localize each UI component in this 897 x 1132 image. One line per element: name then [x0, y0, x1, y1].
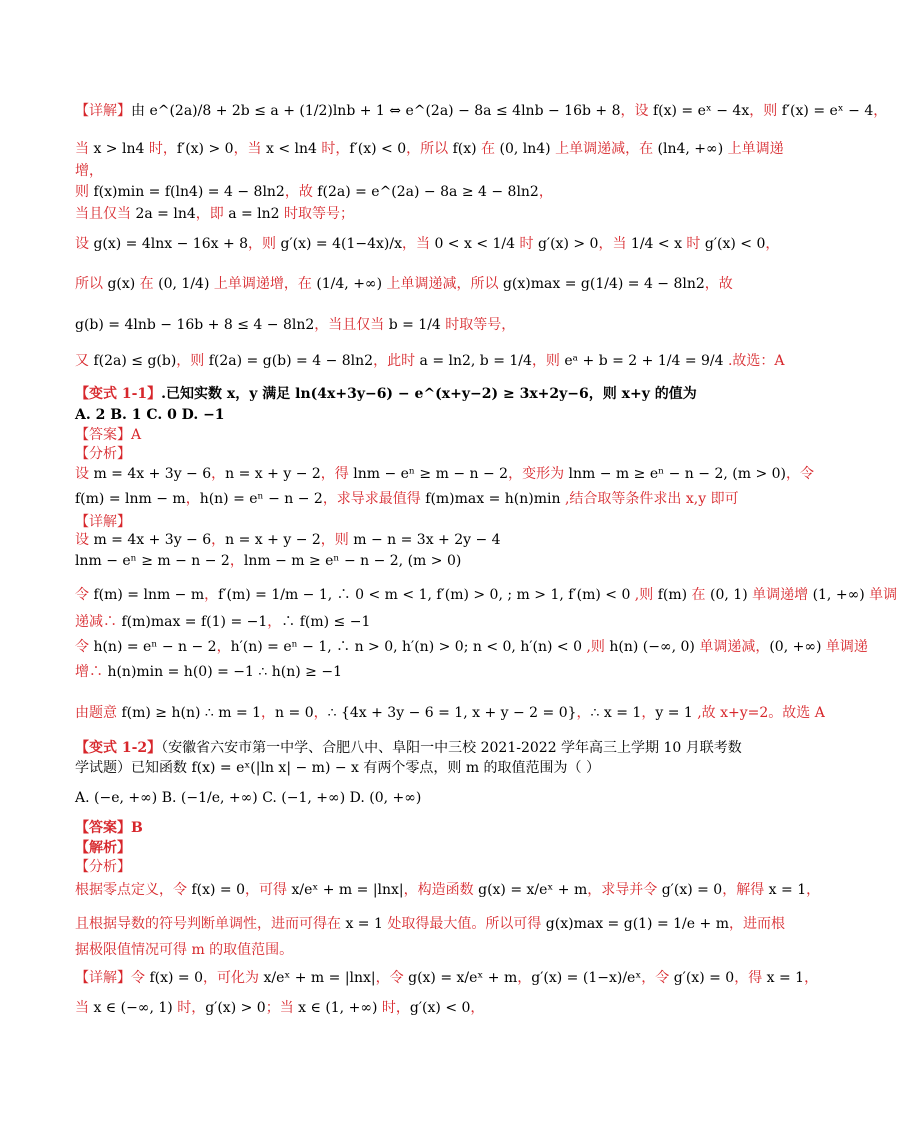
text-segment: A. (−e, +∞) B. (−1/e, +∞) C. (−1, +∞) D. (0, +∞) [75, 790, 422, 806]
text-segment: ， [804, 970, 819, 986]
text-segment: ，令 [786, 466, 815, 482]
text-segment: lnm − m ≥ eⁿ − n − 2, (m > 0) [243, 553, 462, 569]
text-segment: 上单调递减，在 [550, 141, 658, 157]
text-segment: 设 [75, 236, 94, 252]
text-segment: ，故 [284, 184, 318, 200]
text-segment: h′(n) = eⁿ − 1, ∴ n > 0, h′(n) > 0; n < 0, h′(n) < 0 [230, 639, 582, 655]
text-segment: 由题意 [75, 705, 122, 721]
text-segment: f(2a) = g(b) = 4 − 8ln2 [208, 353, 374, 369]
text-line-l13 [75, 443, 735, 465]
text-segment: g′(x) = 4(1−4x)/x [280, 236, 402, 252]
text-segment: ，令 [641, 970, 674, 986]
text-segment: x < ln4 [266, 141, 317, 157]
text-line-l8 [75, 314, 735, 336]
text-segment: ，当 [401, 236, 435, 252]
text-segment: x/eˣ + m = |lnx| [263, 970, 376, 986]
text-segment: （安徽省六安市第一中学、合肥八中、阜阳一中三校 2021-2022 学年高三上学期 10 月联考数 [161, 740, 742, 756]
text-segment: f(m) ≥ h(n) ∴ m = 1 [121, 705, 262, 721]
text-segment: 【答案】A [75, 427, 142, 443]
text-line-l23 [75, 702, 825, 724]
text-segment: 在 [135, 276, 159, 292]
text-segment: ，可得 [245, 882, 292, 898]
text-segment: (1, +∞) [812, 587, 865, 603]
text-segment: 时， [144, 141, 177, 157]
text-segment: ，所以 [406, 141, 453, 157]
text-segment: g′(x) > 0 [205, 1000, 266, 1016]
text-segment: g(x) = x/eˣ + m [478, 882, 588, 898]
text-segment: f(m) [657, 587, 688, 603]
text-segment: n = x + y − 2 [225, 466, 321, 482]
text-segment: f′(x) < 0 [349, 141, 407, 157]
text-segment: 【解析】 [75, 840, 131, 856]
text-segment: ，求导求最值得 [322, 491, 426, 507]
text-segment: ，则 [531, 353, 565, 369]
text-segment: ， [185, 491, 200, 507]
text-segment: ， [211, 466, 226, 482]
text-segment: 在 [476, 141, 500, 157]
text-segment: x = 1 [345, 916, 383, 932]
text-segment: y = 1 [655, 705, 693, 721]
text-segment: ， [313, 705, 328, 721]
text-segment: 【变式 1-2】 [75, 740, 162, 756]
text-segment: lnm − m ≥ eⁿ − n − 2, (m > 0) [568, 466, 787, 482]
text-segment: ，进而根 [728, 916, 785, 932]
text-segment: ， [229, 553, 244, 569]
text-segment: h(n) (−∞, 0) [609, 639, 695, 655]
text-segment: g(x) = 4lnx − 16x + 8 [93, 236, 249, 252]
text-segment: x = 1 [768, 882, 807, 898]
text-segment: h(n) = eⁿ − n − 2 [199, 491, 323, 507]
text-segment: ， [204, 587, 219, 603]
text-segment: 单调 [864, 587, 897, 603]
text-segment: ， [576, 705, 591, 721]
text-line-l6 [75, 233, 780, 255]
text-segment: h(n)min = h(0) = −1 [107, 664, 254, 680]
text-line-l2 [75, 138, 784, 160]
text-segment: ,结合取等条件求出 x,y 即可 [560, 491, 739, 507]
text-line-l26 [75, 787, 735, 809]
text-segment: 【分析】 [75, 446, 131, 462]
text-segment: 【详解】 [75, 514, 131, 530]
text-segment: ∴ f(m) ≤ −1 [281, 614, 371, 630]
text-segment: 设 [75, 466, 94, 482]
text-segment: lnm − eⁿ ≥ m − n − 2 [353, 466, 509, 482]
text-segment: 令 [75, 639, 94, 655]
text-segment: m − n = 3x + 2y − 4 [353, 532, 501, 548]
text-segment: ， [261, 705, 276, 721]
text-line-l19 [75, 584, 897, 606]
text-segment: ， [765, 236, 780, 252]
text-line-l1 [75, 100, 888, 122]
text-segment: 时取等号； [279, 206, 355, 222]
text-segment: x/eˣ + m = |lnx| [291, 882, 404, 898]
text-segment: f′(x) = eˣ − 4 [781, 103, 874, 119]
text-segment: x ∈ (−∞, 1) [93, 1000, 173, 1016]
text-segment: 在 [687, 587, 711, 603]
text-segment: 单调递增 [747, 587, 813, 603]
text-line-l3 [75, 160, 735, 182]
text-segment: b = 1/4 [388, 317, 441, 333]
text-segment: ,则 [630, 587, 658, 603]
text-segment: 增， [75, 163, 103, 179]
text-segment: 增∴ [75, 664, 108, 680]
text-segment: x > ln4 [93, 141, 145, 157]
text-line-l22 [75, 661, 735, 683]
text-line-l33 [75, 967, 819, 989]
text-segment: g(b) = 4lnb − 16b + 8 ≤ 4 − 8ln2 [75, 317, 315, 333]
text-segment: n = 0 [275, 705, 314, 721]
text-segment: 当 [75, 141, 94, 157]
text-line-l15 [75, 488, 739, 510]
text-segment: ；当 [265, 1000, 299, 1016]
text-segment: (0, +∞) [769, 639, 822, 655]
text-segment: ，设 [620, 103, 653, 119]
text-segment: ， [641, 705, 656, 721]
text-segment: ， [211, 532, 226, 548]
text-line-l30 [75, 879, 821, 901]
text-segment: ∴ {4x + 3y − 6 = 1, x + y − 2 = 0} [327, 705, 577, 721]
text-segment: x = 1 [766, 970, 805, 986]
text-segment: f(m) = lnm − m [93, 587, 205, 603]
text-line-l17 [75, 529, 735, 551]
text-line-l27 [75, 817, 735, 839]
text-segment: ∴ h(n) ≥ −1 [253, 664, 342, 680]
text-segment: 单调递减， [694, 639, 770, 655]
text-segment: 时取等号， [440, 317, 516, 333]
text-segment: ， [267, 614, 282, 630]
text-segment: 且根据导数的符号判断单调性，进而可得在 [75, 916, 346, 932]
text-segment: 当且仅当 [75, 206, 136, 222]
text-segment: g′(x) < 0 [409, 1000, 471, 1016]
text-segment: 单调递 [821, 639, 868, 655]
text-segment: 由 e^(2a)/8 + 2b ≤ a + (1/2)lnb + 1 ⇔ e^(2a) − 8a ≤ 4lnb − 16b + 8 [131, 103, 621, 119]
text-segment: f(m)max = h(n)min [425, 491, 561, 507]
text-segment: f(m) = lnm − m [75, 491, 186, 507]
text-segment: lnm − eⁿ ≥ m − n − 2 [75, 553, 230, 569]
text-segment: g(x) = x/eˣ + m [408, 970, 518, 986]
text-segment: ，变形为 [508, 466, 569, 482]
text-segment: (1/4, +∞) [316, 276, 383, 292]
text-segment: ， [470, 1000, 485, 1016]
text-segment: 【变式 1-1】 [75, 386, 162, 402]
text-segment: ,故 x+y=2。故选 A [692, 705, 825, 721]
text-segment: f(m)max = f(1) = −1 [121, 614, 268, 630]
text-segment: 令 [75, 587, 94, 603]
text-segment: n = x + y − 2 [225, 532, 321, 548]
text-line-l10 [75, 383, 735, 405]
text-segment: ，令 [375, 970, 409, 986]
text-segment: 学试题）已知函数 f(x) = eˣ(|ln x| − m) − x 有两个零点，则 m 的取值范围为（ ） [75, 760, 601, 776]
text-segment: 根据零点定义，令 [75, 882, 192, 898]
text-segment: 1/4 < x [630, 236, 682, 252]
text-line-l24 [75, 737, 742, 759]
text-segment: 递减∴ [75, 614, 122, 630]
text-segment: f(2a) ≤ g(b) [93, 353, 177, 369]
text-segment: 【分析】 [75, 859, 131, 875]
text-line-l29 [75, 856, 735, 878]
text-segment: A. 2 B. 1 C. 0 D. −1 [75, 407, 225, 423]
text-segment: 又 [75, 353, 94, 369]
text-segment: f(x) = 0 [149, 970, 203, 986]
text-segment: a = ln2, b = 1/4 [419, 353, 532, 369]
text-segment: g(x) [107, 276, 136, 292]
text-segment: f(x) [452, 141, 477, 157]
text-segment: ，即 [195, 206, 229, 222]
text-segment: ，解得 [722, 882, 769, 898]
text-segment: ，可化为 [203, 970, 264, 986]
text-segment: ， [873, 103, 888, 119]
text-segment: eᵃ + b = 2 + 1/4 = 9/4 [564, 353, 724, 369]
text-segment: 时 [515, 236, 538, 252]
text-segment: 则 [75, 184, 94, 200]
text-segment: ，得 [734, 970, 767, 986]
text-segment: ， [517, 970, 532, 986]
text-segment: 处取得最大值。所以可得 [382, 916, 546, 932]
text-segment: f(x) = 0 [191, 882, 245, 898]
text-segment: g′(x) > 0 [537, 236, 599, 252]
text-segment: ，求导并令 [587, 882, 662, 898]
text-segment: ，当且仅当 [314, 317, 389, 333]
text-line-l5 [75, 203, 735, 225]
text-line-l4 [75, 181, 735, 203]
text-segment: 2a = ln4 [135, 206, 196, 222]
text-segment: 时， [377, 1000, 410, 1016]
text-segment: ， [538, 184, 553, 200]
text-segment: ，当 [598, 236, 631, 252]
text-segment: ，得 [320, 466, 354, 482]
text-segment: (0, ln4) [499, 141, 551, 157]
text-line-l31 [75, 913, 785, 935]
text-line-l9 [75, 350, 785, 372]
text-segment: ，此时 [373, 353, 420, 369]
text-segment: 上单调递增，在 [209, 276, 317, 292]
text-segment: a = ln2 [228, 206, 280, 222]
text-segment: ，当 [233, 141, 267, 157]
text-segment: 令 [131, 970, 150, 986]
text-segment: f(2a) = e^(2a) − 8a ≥ 4 − 8ln2 [317, 184, 539, 200]
text-segment: g(x)max = g(1) = 1/e + m [545, 916, 729, 932]
text-segment: ，则 [749, 103, 782, 119]
text-segment: 【详解】 [75, 970, 131, 986]
text-segment: 当 [75, 1000, 94, 1016]
text-segment: .已知实数 x，y 满足 ln(4x+3y−6) − e^(x+y−2) ≥ 3x+2y−6，则 x+y 的值为 [161, 386, 697, 402]
text-segment: ,则 [582, 639, 610, 655]
text-segment: 上单调递 [723, 141, 784, 157]
text-segment: 0 < x < 1/4 [434, 236, 516, 252]
text-segment: g(x)max = g(1/4) = 4 − 8ln2 [502, 276, 705, 292]
text-segment: m = 4x + 3y − 6 [93, 532, 212, 548]
text-segment: ，则 [176, 353, 209, 369]
text-segment: f(x)min = f(ln4) = 4 − 8ln2 [93, 184, 285, 200]
text-segment: ， [806, 882, 821, 898]
text-segment: .故选：A [723, 353, 785, 369]
text-segment: 【详解】 [75, 103, 131, 119]
text-segment: 所以 [75, 276, 108, 292]
text-segment: g′(x) = (1−x)/eˣ [531, 970, 642, 986]
text-segment: 上单调递减，所以 [382, 276, 503, 292]
text-line-l7 [75, 273, 735, 295]
text-segment: 时， [172, 1000, 206, 1016]
text-segment: (ln4, +∞) [657, 141, 724, 157]
text-line-l25 [75, 757, 735, 779]
text-line-l11 [75, 404, 735, 426]
text-segment: ，构造函数 [403, 882, 479, 898]
text-segment: f(x) = eˣ − 4x [652, 103, 750, 119]
text-segment: 设 [75, 532, 94, 548]
text-segment: g′(x) < 0 [704, 236, 766, 252]
text-segment: 时， [316, 141, 350, 157]
text-segment: x ∈ (1, +∞) [298, 1000, 378, 1016]
text-segment: f′(m) = 1/m − 1, ∴ 0 < m < 1, f′(m) > 0, ; m > 1, f′(m) < 0 [218, 587, 631, 603]
text-segment: 据极限值情况可得 m 的取值范围。 [75, 942, 294, 958]
text-line-l32 [75, 939, 735, 961]
text-segment: 【答案】B [75, 820, 143, 836]
text-segment: (0, 1/4) [158, 276, 210, 292]
text-segment: ∴ x = 1 [590, 705, 642, 721]
text-line-l21 [75, 636, 868, 658]
text-segment: ，则 [248, 236, 281, 252]
text-segment: g′(x) = 0 [661, 882, 723, 898]
text-line-l18 [75, 550, 735, 572]
text-segment: ，故 [704, 276, 733, 292]
text-segment: 时 [681, 236, 705, 252]
text-segment: ， [216, 639, 231, 655]
text-segment: g′(x) = 0 [673, 970, 735, 986]
text-segment: m = 4x + 3y − 6 [93, 466, 212, 482]
text-line-l20 [75, 611, 735, 633]
text-segment: ，则 [320, 532, 354, 548]
text-segment: (0, 1) [710, 587, 748, 603]
text-segment: h(n) = eⁿ − n − 2 [93, 639, 217, 655]
text-line-l34 [75, 997, 735, 1019]
text-segment: f′(x) > 0 [176, 141, 234, 157]
text-line-l14 [75, 463, 815, 485]
